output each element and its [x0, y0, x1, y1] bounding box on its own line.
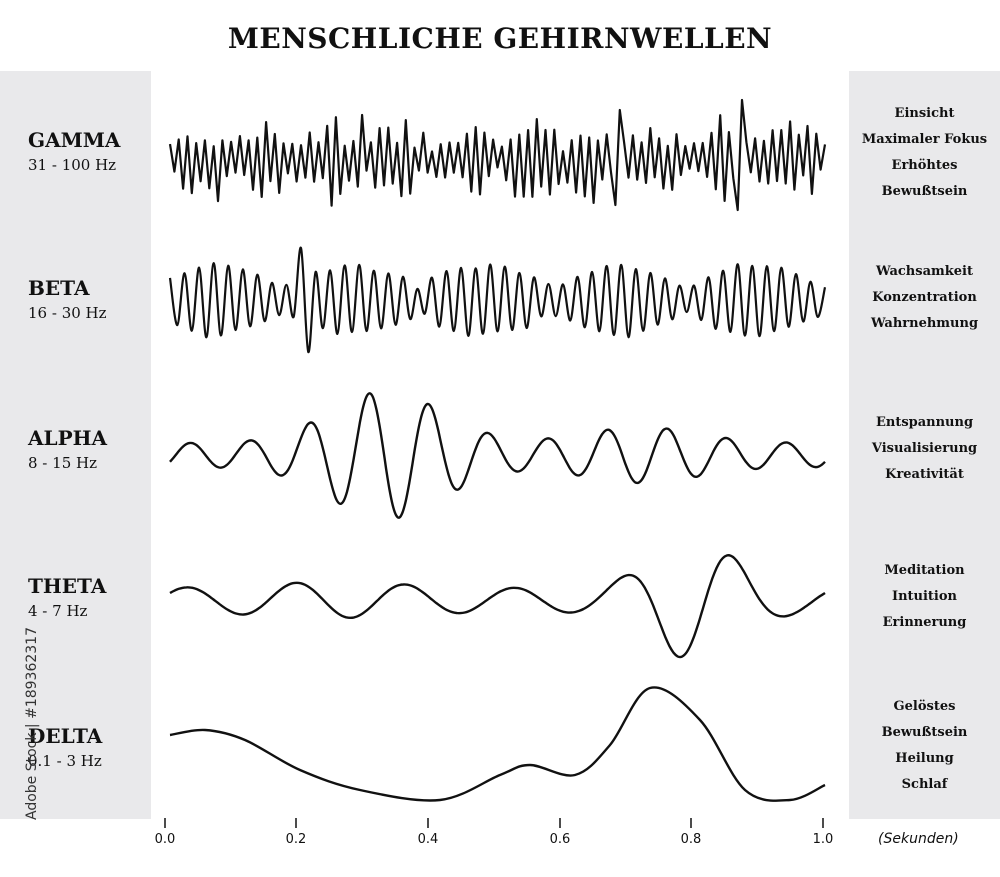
tick-label-3: 0.6 — [549, 832, 571, 847]
theta-desc-3: Erinnerung — [882, 615, 967, 630]
gamma-wave — [170, 100, 825, 210]
tick-label-2: 0.4 — [417, 832, 439, 847]
x-axis — [165, 818, 823, 828]
watermark-text: Adobe Stock | #189362317 — [24, 627, 40, 820]
gamma-desc-4: Bewußtsein — [881, 184, 968, 199]
delta-desc-1: Gelöstes — [893, 699, 956, 714]
theta-wave — [170, 555, 825, 657]
theta-desc-2: Intuition — [892, 589, 957, 604]
theta-range: 4 - 7 Hz — [28, 602, 88, 620]
gamma-range: 31 - 100 Hz — [28, 156, 117, 174]
theta-desc-1: Meditation — [884, 563, 965, 578]
beta-label: BETA — [28, 276, 90, 300]
delta-desc-3: Heilung — [895, 751, 954, 766]
page-title: MENSCHLICHE GEHIRNWELLEN — [227, 22, 773, 55]
beta-desc-1: Wachsamkeit — [876, 264, 973, 279]
alpha-range: 8 - 15 Hz — [28, 454, 97, 472]
gamma-desc-2: Maximaler Fokus — [861, 132, 988, 147]
watermark — [2, 627, 40, 820]
gamma-desc-1: Einsicht — [894, 106, 955, 121]
tick-label-0: 0.0 — [154, 832, 176, 847]
alpha-wave — [170, 393, 825, 517]
alpha-desc-1: Entspannung — [875, 415, 974, 430]
delta-range: 0.1 - 3 Hz — [28, 752, 102, 770]
gamma-label: GAMMA — [28, 128, 121, 152]
beta-wave — [170, 248, 825, 353]
tick-label-4: 0.8 — [680, 832, 702, 847]
beta-range: 16 - 30 Hz — [28, 304, 107, 322]
alpha-desc-3: Kreativität — [885, 467, 964, 482]
delta-desc-4: Schlaf — [901, 777, 948, 792]
theta-label: THETA — [28, 574, 107, 598]
gamma-desc-3: Erhöhtes — [891, 158, 958, 173]
alpha-label: ALPHA — [28, 426, 108, 450]
beta-desc-3: Wahrnehmung — [870, 316, 979, 331]
delta-wave — [170, 687, 825, 800]
axis-unit: (Sekunden) — [878, 831, 959, 847]
delta-label: DELTA — [28, 724, 103, 748]
delta-desc-2: Bewußtsein — [881, 725, 968, 740]
tick-label-1: 0.2 — [285, 832, 307, 847]
tick-label-5: 1.0 — [812, 832, 834, 847]
alpha-desc-2: Visualisierung — [871, 441, 978, 456]
beta-desc-2: Konzentration — [872, 290, 977, 305]
